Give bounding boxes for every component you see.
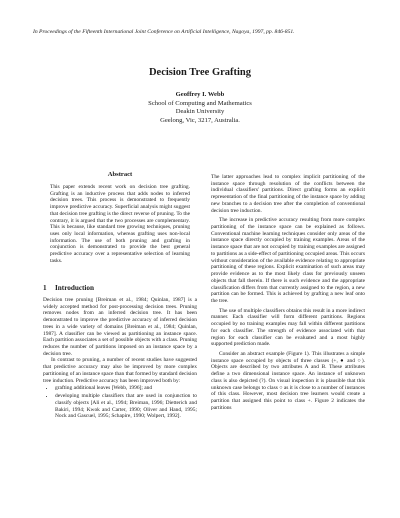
author-affiliation-address: Geelong, Vic, 3217, Australia.: [160, 116, 240, 124]
abstract-heading: Abstract: [107, 171, 133, 178]
body-paragraph: The use of multiple classifiers obtains this result in a more indirect manner. Each classifier will form different partitions. Regions occupied by no training examples may fall within different partitions for each classifier. The strength of evidence associated with that region for each classifier can be evaluated and a most highly supported prediction made.: [211, 307, 365, 348]
body-paragraph: The increase in predictive accuracy resulting from more complex partitioning of the instance space can be explained as follows. Conventional machine learning techniques consider only areas of the instance space directly occupied by training examples. Areas of the instance space that are not occupied by training examples are assigned to partitions as a side-effect of partitioning occupied areas. This occurs without consideration of the available evidence relating to appropriate partitioning of these regions. Explicit examination of such areas may provide evidence as to the most likely class for previously unseen objects that fall therein. If there is such evidence and the appropriate classification differs from that currently assigned to the region, a new partition can be formed. This is achieved by grafting a new leaf onto the tree.: [211, 217, 365, 304]
section-number: 1: [43, 284, 47, 292]
paper-title: Decision Tree Grafting: [148, 67, 252, 78]
right-column-body: [211, 174, 365, 414]
body-paragraph: Consider an abstract example (Figure 1). This illustrates a simple instance space occupied by objects of three classes (+, ● and ○). Objects are described by two attributes A and B. These attributes define a two dimensional instance space. An instance of unknown class is also depicted (?). On visual inspection it is plausible that this unknown case belongs to class ○ as it is close to a number of instances of this class. However, most decision tree learners would create a partition that assigned this point to class +. Figure 2 indicates the partitions: [211, 350, 365, 411]
proceedings-note: In Proceedings of the Fifteenth International Joint Conference on Artificial Intelligence, Nagoya, 1997, pp. 846-851.: [33, 29, 295, 35]
list-item: • grafting additional leaves [Webb, 1996]; and: [55, 385, 197, 392]
author-name: Geoffrey I. Webb: [175, 91, 225, 98]
intro-list: [43, 385, 197, 420]
abstract-body: This paper extends recent work on decision tree grafting. Grafting is an inductive process that adds nodes to inferred decision trees. This process is demonstrated to frequently improve predictive accuracy. Superficial analysis might suggest that decision tree grafting is the direct reverse of pruning. To the contrary, it is argued that the two processes are complementary. This is because, like standard tree growing techniques, pruning uses only local information, whereas grafting uses non-local information. The use of both pruning and grafting in conjunction is demonstrated to provide the best general predictive accuracy over a representative selection of learning tasks.: [50, 184, 190, 264]
list-item: • developing multiple classifiers that are used in conjunction to classify objects [Ali et al., 1994; Breiman, 1996; Dietterich and Bakiri, 1994; Kwok and Carter, 1990; Oliver and Hand, 1995; Nock and Gascuel, 1995; Schapire, 1990; Wolpert, 1992].: [55, 393, 197, 420]
section-heading-introduction: [43, 284, 197, 293]
section-title: Introduction: [55, 284, 95, 292]
body-paragraph: The latter approaches lead to complex implicit partitioning of the instance space through resolution of the conflicts between the individual classifiers' partitions. Direct grafting forms an explicit representation of the final partitioning of the instance space by adding new branches to a decision tree after the completion of conventional decision tree induction.: [211, 174, 365, 214]
introduction-body: [43, 297, 197, 421]
intro-paragraph: Decision tree pruning [Breiman et al., 1984; Quinlan, 1987] is a widely accepted method for post-processing decision trees. Pruning removes nodes from an inferred decision tree. It has been demonstrated to improve the predictive accuracy of inferred decision trees in a wide variety of domains [Breiman et al., 1984; Quinlan, 1987]. A classifier can be viewed as partitioning an instance space. Each partition associates a set of possible objects with a class. Pruning reduces the number of partitions imposed on an instance space by a decision tree.: [43, 297, 197, 357]
author-affiliation-school: School of Computing and Mathematics: [148, 99, 252, 107]
intro-paragraph: In contrast to pruning, a number of recent studies have suggested that predictive accuracy may also be improved by more complex partitioning of an instance space than that formed by standard decision tree induction. Predictive accuracy has been improved both by:: [43, 357, 197, 384]
author-block: [0, 91, 400, 125]
author-affiliation-university: Deakin University: [175, 108, 225, 116]
